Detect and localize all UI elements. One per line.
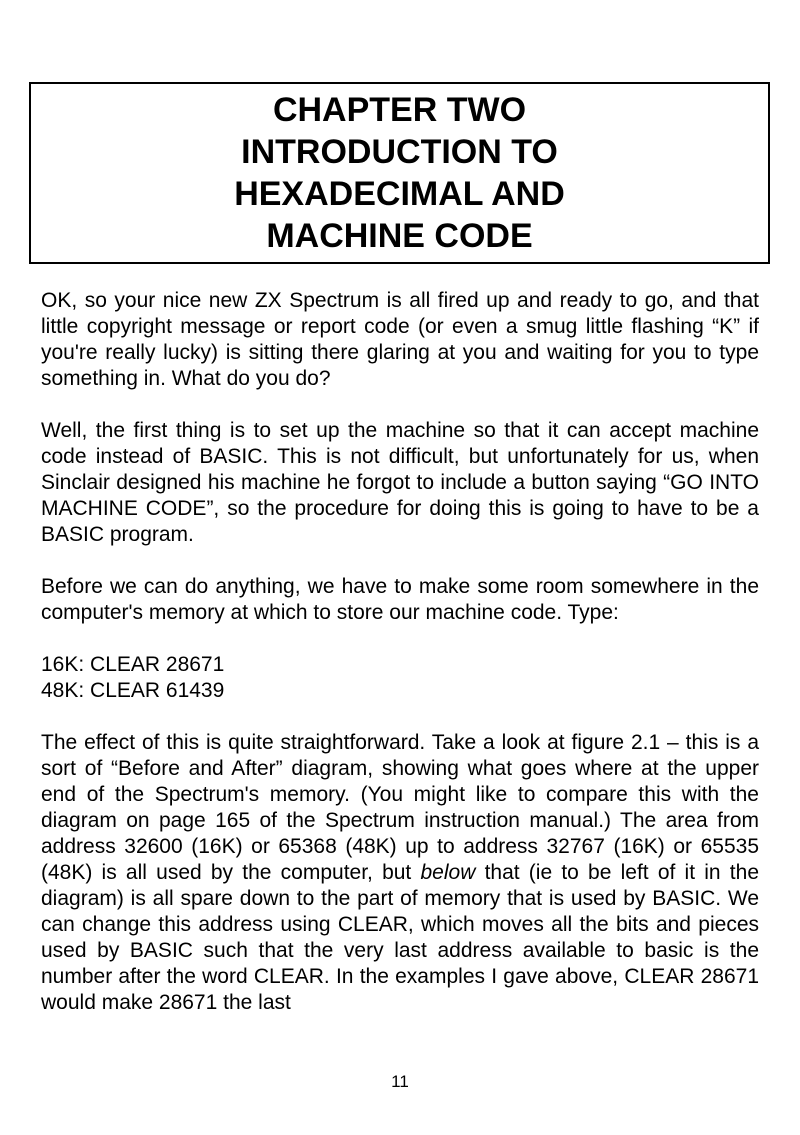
paragraph-5-italic-word: below xyxy=(420,861,476,884)
chapter-title-box xyxy=(29,82,770,264)
chapter-title-line-1: CHAPTER TWO xyxy=(272,91,527,129)
page-number: 11 xyxy=(391,1072,409,1091)
paragraph-5-text-end: that (ie to be left of it in the diagram) is all spare down to the part of memory that is used by BASIC. We can change this address using CLEAR, which moves all the bits and pieces used by BASIC such that the very last address available to basic is the number after the word CLEAR. In the examples I gave above, CLEAR 28671 would make 28671 the last xyxy=(41,861,759,1014)
chapter-title-line-2: INTRODUCTION TO xyxy=(241,133,558,171)
paragraph-2: Well, the first thing is to set up the machine so that it can accept machine code instead of BASIC. This is not difficult, but unfortunately for us, when Sinclair designed his machine he forgot to include a button saying “GO INTO MACHINE CODE”, so the procedure for doing this is going to have to be a BASIC program. xyxy=(41,419,759,546)
chapter-title-line-3: HEXADECIMAL AND xyxy=(234,175,565,213)
body-text xyxy=(41,288,759,1042)
paragraph-5-text-start: The effect of this is quite straightforward. Take a look at figure 2.1 – this is a sort of “Before and After” diagram, showing what goes where at the upper end of the Spectrum's memory. (You might like to compare this with the diagram on page 165 of the Spectrum instruction manual.) The area from address 32600 (16K) or 65368 (48K) up to address 32767 (16K) or 65535 (48K) is all used by the computer, but xyxy=(41,731,759,884)
paragraph-3: Before we can do anything, we have to make some room somewhere in the computer's memory at which to store our machine code. Type: xyxy=(41,575,759,624)
code-block xyxy=(41,652,759,704)
paragraph-1: OK, so your nice new ZX Spectrum is all fired up and ready to go, and that little copyright message or report code (or even a smug little flashing “K” if you're really lucky) is sitting there glaring at you and waiting for you to type something in. What do you do? xyxy=(41,289,759,390)
code-line-48k: 48K: CLEAR 61439 xyxy=(41,679,225,702)
chapter-title-line-4: MACHINE CODE xyxy=(266,217,533,255)
paragraph-5 xyxy=(41,730,759,1016)
code-line-16k: 16K: CLEAR 28671 xyxy=(41,653,225,676)
